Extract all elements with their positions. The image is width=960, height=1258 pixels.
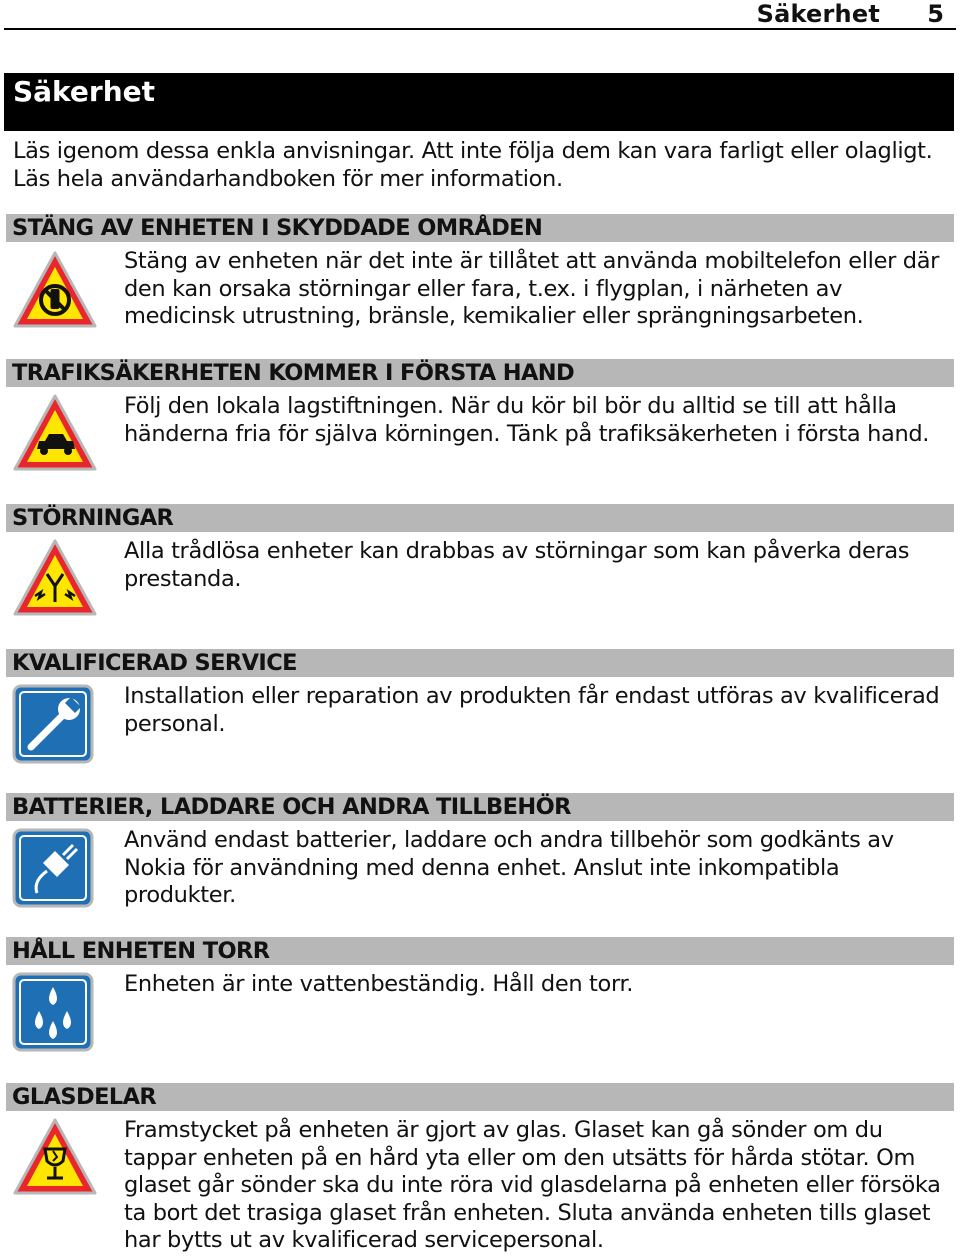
section-heading: GLASDELAR [12, 1084, 157, 1110]
no-phone-warning-icon [11, 248, 99, 332]
section-heading-bar [6, 214, 954, 242]
running-header [4, 0, 956, 30]
section-body: Alla trådlösa enheter kan drabbas av störningar som kan påverka deras prestanda. [124, 538, 910, 592]
section-body: Enheten är inte vattenbeständig. Håll den torr. [124, 971, 634, 997]
section-heading: KVALIFICERAD SERVICE [12, 650, 297, 676]
section-heading-bar [6, 1083, 954, 1111]
intro-paragraph: Läs igenom dessa enkla anvisningar. Att inte följa dem kan vara farligt eller olagligt. Läs hela användarhandboken för mer information. [13, 138, 933, 192]
section-body: Installation eller reparation av produkten får endast utföras av kvalificerad personal. [124, 683, 940, 737]
section-body: Använd endast batterier, laddare och andra tillbehör som godkänts av Nokia för användning med denna enhet. Anslut inte inkompatibla produkter. [124, 827, 894, 908]
page-number: 5 [927, 0, 944, 28]
plug-icon [11, 827, 99, 911]
broken-glass-warning-icon [11, 1115, 99, 1199]
section-heading-bar [6, 793, 954, 821]
section-heading-bar [6, 649, 954, 677]
car-warning-icon [11, 391, 99, 475]
section-body: Stäng av enheten när det inte är tillåtet att använda mobiltelefon eller där den kan orsaka störningar eller fara, t.ex. i flygplan, i närheten av medicinsk utrustning, bränsle, kemikalier eller sprängningsarbeten. [124, 248, 940, 329]
section-heading: BATTERIER, LADDARE OCH ANDRA TILLBEHÖR [12, 794, 571, 820]
section-body: Följ den lokala lagstiftningen. När du kör bil bör du alltid se till att hålla händerna fria för själva körningen. Tänk på trafiksäkerheten i första hand. [124, 393, 930, 447]
page-title: Säkerhet [13, 75, 156, 108]
section-heading-bar [6, 937, 954, 965]
water-drops-icon [11, 971, 99, 1055]
section-heading: STÖRNINGAR [12, 505, 174, 531]
section-heading-bar [6, 504, 954, 532]
section-heading-bar [6, 359, 954, 387]
page-title-bar [4, 73, 954, 131]
section-body: Framstycket på enheten är gjort av glas. Glaset kan gå sönder om du tappar enheten på en hård yta eller om den utsätts för hårda stötar. Om glaset går sönder ska du inte röra vid glasdelarna på enheten eller försöka ta bort det trasiga glaset från enheten. Sluta använda enheten tills glaset har bytts ut av kvalificerad servicepersonal. [124, 1117, 941, 1253]
section-heading: TRAFIKSÄKERHETEN KOMMER I FÖRSTA HAND [12, 360, 575, 386]
interference-warning-icon [11, 536, 99, 620]
wrench-icon [11, 683, 99, 767]
section-heading: HÅLL ENHETEN TORR [12, 938, 270, 964]
section-heading: STÄNG AV ENHETEN I SKYDDADE OMRÅDEN [12, 215, 543, 241]
running-header-title: Säkerhet [756, 0, 880, 28]
